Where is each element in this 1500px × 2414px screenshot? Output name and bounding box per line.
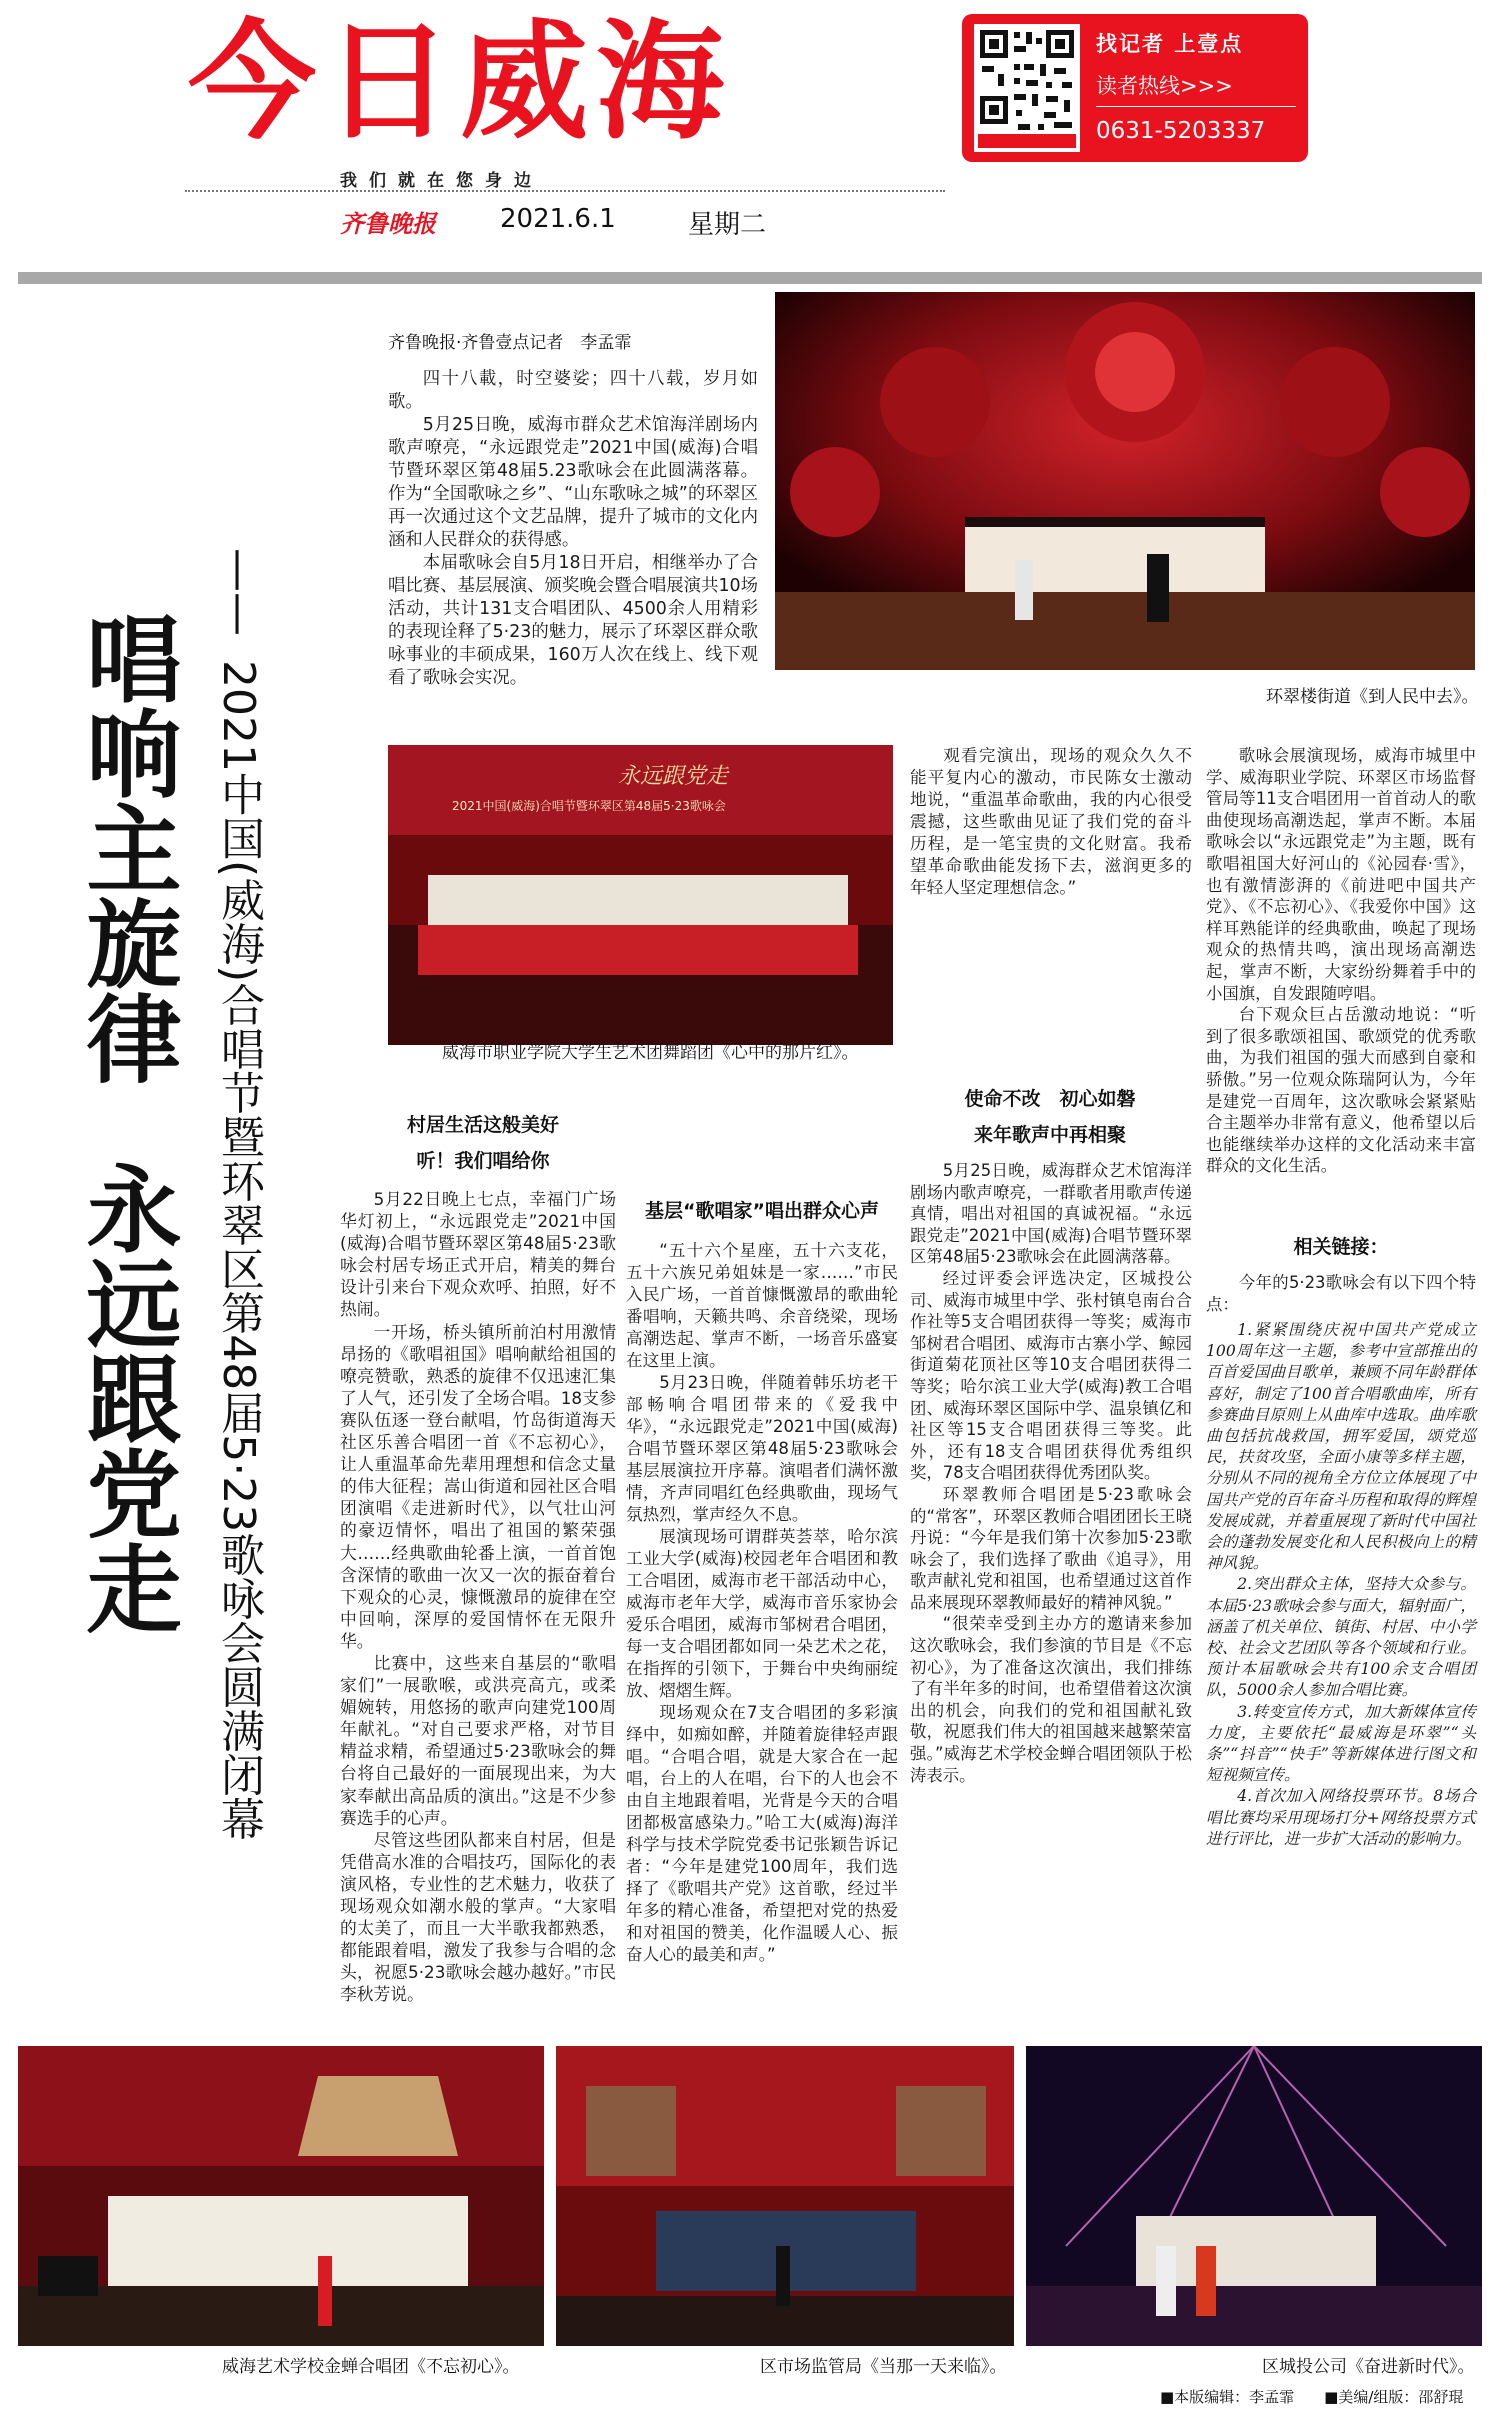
section1-title-b: 听！我们唱给你 xyxy=(416,1150,550,1172)
headline-dash: —— xyxy=(214,548,265,636)
section3-continued xyxy=(1206,745,1476,1177)
page-editor-credit: ■本版编辑：李孟霏 ■美编/组版：邵舒琨 xyxy=(1160,2388,1464,2406)
photo-bottom-2 xyxy=(556,2046,1014,2346)
hotline-phone[interactable]: 0631-5203337 xyxy=(1096,118,1266,144)
newspaper-brand: 齐鲁晚报 xyxy=(340,209,436,238)
hotline-label: 读者热线>>> xyxy=(1096,74,1233,98)
section1-paragraph: 比赛中，这些来自基层的“歌唱家们”一展歌喉，或洪亮高亢，或柔媚婉转，用悠扬的歌声向建党100周年献礼。“对自己要求严格，对节目精益求精，希望通过5·23歌咏会的舞台将自己最好的一面展现出来，为大家奉献出高品质的演出。”这是不少参赛选手的心声。 xyxy=(340,1652,616,1828)
related-point: 3.转变宣传方式，加大新媒体宣传力度，主要依托“最威海是环翠”“头条”“抖音”“快手”等新媒体进行图文和短视频宣传。 xyxy=(1206,1702,1476,1785)
section2-paragraph: 现场观众在7支合唱团的多彩演绎中，如痴如醉，并随着旋律轻声跟唱。“合唱合唱，就是大家合在一起唱，台上的人在唱，台下的人也会不由自主地跟着唱，光背是今天的合唱团都极富感染力。”哈工大(威海)海洋科学与技术学院党委书记张颖告诉记者：“今年是建党100周年，我们选择了《歌唱共产党》这首歌，经过半年多的精心准备，希望把对党的热爱和对祖国的赞美，化作温暖人心、振奋人心的最美和声。” xyxy=(626,1703,898,1964)
headline-line-2: 永远跟党走 xyxy=(71,1160,181,1635)
headline-subtitle: 2021中国(威海)合唱节暨环翠区第48届5·23歌咏会圆满闭幕 xyxy=(213,660,264,1841)
section2-body xyxy=(626,1240,898,1966)
caption-bottom-1: 威海艺术学校金蝉合唱团《不忘初心》。 xyxy=(222,2357,520,2377)
related-intro-text: 今年的5·23歌咏会有以下四个特点： xyxy=(1206,1273,1476,1314)
photo-middle xyxy=(388,745,893,1045)
masthead-slogan: 我们就在您身边 xyxy=(340,171,543,191)
section2-paragraph: 5月23日晚，伴随着韩乐坊老干部畅响合唱团带来的《爱我中华》，“永远跟党走”2021中国(威海)合唱节暨环翠区第48届5·23歌咏会基层展演拉开序幕。演唱者们满怀激情，齐声同唱红色经典歌曲，现场气氛热烈，掌声经久不息。 xyxy=(626,1373,898,1524)
photo-bottom-1 xyxy=(18,2046,544,2346)
issue-weekday: 星期二 xyxy=(688,210,767,240)
section3-paragraph: 经过评委会评选决定，区城投公司、威海市城里中学、张村镇皂南台合作社等5支合唱团获得一等奖；威海市邹树君合唱团、威海市古寨小学、鲸园街道菊花顶社区等10支合唱团获得二等奖；哈尔滨工业大学(威海)教工合唱团、威海环翠区国际中学、温泉镇亿和社区等15支合唱团获得三等奖。此外，还有18支合唱团获得优秀组织奖，78支合唱团获得优秀团队奖。 xyxy=(910,1268,1192,1483)
section2-paragraph: 观看完演出，现场的观众久久不能平复内心的激动，市民陈女士激动地说，“重温革命歌曲，我的内心很受震撼，这些歌曲见证了我们党的奋斗历程，是一笔宝贵的文化财富。我希望革命歌曲能发扬下去，滋润更多的年轻人坚定理想信念。” xyxy=(910,746,1192,897)
section3-title-a: 使命不改 初心如磐 xyxy=(964,1088,1136,1110)
intro-paragraph: 四十八載，时空婆娑；四十八载，岁月如歌。 xyxy=(388,369,758,412)
section3-paragraph: 5月25日晚，威海群众艺术馆海洋剧场内歌声嘹亮，一群歌者用歌声传递真情，唱出对祖国的真诚祝福。“永远跟党走”2021中国(威海)合唱节暨环翠区第48届5·23歌咏会在此圆满落幕。 xyxy=(910,1161,1192,1267)
intro-paragraph: 本届歌咏会自5月18日开启，相继举办了合唱比赛、基层展演、颁奖晚会暨合唱展演共10场活动，共计131支合唱团队、4500余人用精彩的表现诠释了5·23的魅力，展示了环翠区群众歌咏事业的丰硕成果，160万人次在线上、线下观看了歌咏会实况。 xyxy=(388,553,758,688)
hotline-divider xyxy=(1096,106,1296,107)
article-byline: 齐鲁晚报·齐鲁壹点记者 李孟霏 xyxy=(388,333,632,353)
caption-bottom-3: 区城投公司《奋进新时代》。 xyxy=(1262,2357,1475,2377)
section3-paragraph: “很荣幸受到主办方的邀请来参加这次歌咏会，我们参演的节目是《不忘初心》，为了准备这次演出，我们排练了有半年多的时间，也希望借着这次演出的机会，向我们的党和祖国献礼致敬，祝愿我们伟大的祖国越来越繁荣富强。”威海艺术学校金蝉合唱团领队于松涛表示。 xyxy=(910,1614,1192,1785)
related-point: 4.首次加入网络投票环节。8场合唱比赛均采用现场打分+网络投票方式进行评比，进一步扩大活动的影响力。 xyxy=(1206,1787,1476,1848)
masthead-divider xyxy=(185,190,945,192)
section1-body xyxy=(340,1188,616,2005)
caption-top-right: 环翠楼街道《到人民中去》。 xyxy=(1266,687,1479,707)
section3-title-b: 来年歌声中再相聚 xyxy=(973,1124,1126,1146)
related-intro xyxy=(1206,1272,1476,1315)
section1-paragraph: 5月22日晚上七点，幸福门广场华灯初上，“永远跟党走”2021中国(威海)合唱节暨环翠区第48届5·23歌咏会村居专场正式开启，精美的舞台设计引来台下观众欢呼、拍照，好不热闹。 xyxy=(340,1189,616,1320)
section2-paragraph: “五十六个星座，五十六支花，五十六族兄弟姐妹是一家……”市民入民广场，一首首慷慨激昂的歌曲轮番唱响，天籁共鸣、余音绕梁，现场高潮迭起、掌声不断，一场音乐盛宴在这里上演。 xyxy=(626,1241,898,1370)
headline-line-1: 唱响主旋律 xyxy=(71,610,181,1085)
photo-bottom-3 xyxy=(1026,2046,1482,2346)
stage-banner-subtitle: 2021中国(威海)合唱节暨环翠区第48届5·23歌咏会 xyxy=(452,799,726,813)
section3-body xyxy=(910,1160,1192,1786)
section2-paragraph: 展演现场可谓群英荟萃，哈尔滨工业大学(威海)校园老年合唱团和教工合唱团，威海市老干部活动中心，威海市老年大学，威海市音乐家协会爱乐合唱团，威海市邹树君合唱团，每一支合唱团都如同一朵艺术之花，在指挥的引领下，于舞台中央绚丽绽放、熠熠生辉。 xyxy=(626,1527,898,1700)
issue-date: 2021.6.1 xyxy=(500,204,616,234)
section1-paragraph: 一开场，桥头镇所前泊村用激情昂扬的《歌唱祖国》唱响献给祖国的嘹亮赞歌，熟悉的旋律不仅迅速汇集了人气，还引发了全场合唱。18支参赛队伍逐一登台献唱，竹岛街道海天社区乐善合唱团一首《不忘初心》，让人重温革命先辈用理想和信念丈量的伟大征程；嵩山街道和园社区合唱团演唱《走进新时代》，以气壮山河的豪迈情怀，唱出了祖国的繁荣强大……经典歌曲轮番上演，一首首饱含深情的歌曲一次又一次的振奋着台下观众的心灵，慷慨激昂的旋律在空中回响，深厚的爱国情怀在无限升华。 xyxy=(340,1321,616,1651)
section3-paragraph: 环翠教师合唱团是5·23歌咏会的“常客”，环翠区教师合唱团团长王晓丹说：“今年是我们第十次参加5·23歌咏会了，我们选择了歌曲《追寻》，用歌声献礼党和祖国，也希望通过这首作品来展现环翠教师最好的精神风貌。” xyxy=(910,1484,1192,1612)
section2-continued xyxy=(910,745,1192,899)
header-divider-bar xyxy=(18,272,1482,284)
section1-paragraph: 尽管这些团队都来自村居，但是凭借高水准的合唱技巧，国际化的表演风格，专业性的艺术魅力，收获了现场观众如潮水般的掌声。“大家唱的太美了，而且一大半歌我都熟悉，都能跟着唱，激发了我参与合唱的念头，祝愿5·23歌咏会越办越好。”市民李秋芳说。 xyxy=(340,1829,616,2005)
article-intro xyxy=(388,368,758,690)
photo-top-right xyxy=(775,292,1475,670)
caption-bottom-2: 区市场监管局《当那一天来临》。 xyxy=(760,2357,1007,2377)
section1-title-a: 村居生活这般美好 xyxy=(406,1114,559,1136)
related-title: 相关链接： xyxy=(1293,1236,1389,1258)
masthead-title: 今日威海 xyxy=(188,8,733,157)
stage-banner-title: 永远跟党走 xyxy=(618,764,729,789)
reader-hotline-box xyxy=(962,14,1308,162)
section2-title: 基层“歌唱家”唱出群众心声 xyxy=(645,1200,879,1222)
section3-paragraph: 歌咏会展演现场，威海市城里中学、威海职业学院、环翠区市场监督管局等11支合唱团用一首首动人的歌曲使现场高潮迭起，掌声不断。本届歌咏会以“永远跟党走”为主题，既有歌唱祖国大好河山的《沁园春·雪》，也有激情澎湃的《前进吧中国共产党》、《不忘初心》、《我爱你中国》这样耳熟能详的经典歌曲，唤起了现场观众的热情共鸣，演出现场高潮迭起，掌声不断，大家纷纷舞着手中的小国旗，自发跟随哼唱。 xyxy=(1206,746,1476,1003)
caption-middle: 威海市职业学院大学生艺术团舞蹈团《心中的那片红》。 xyxy=(442,1043,859,1063)
related-points xyxy=(1206,1320,1476,1850)
headline-main xyxy=(60,610,180,1085)
intro-paragraph: 5月25日晚，威海市群众艺术馆海洋剧场内歌声嘹亮，“永远跟党走”2021中国(威海)合唱节暨环翠区第48届5.23歌咏会在此圆满落幕。作为“全国歌咏之乡”、“山东歌咏之城”的环翠区再一次通过这个文艺品牌，提升了城市的文化内涵和人民群众的获得感。 xyxy=(388,415,758,550)
related-point: 1.紧紧围绕庆祝中国共产党成立100周年这一主题，参考中宣部推出的百首爱国曲目歌单，兼顾不同年龄群体喜好，制定了100首合唱歌曲库，所有参赛曲目原则上从曲库中选取。曲库歌曲包括抗战救国，拥军爱国，颂党巡民，扶贫攻坚，全面小康等多样主题，分别从不同的视角全方位立体展现了中国共产党的百年奋斗历程和取得的辉煌发展成就，并着重展现了新时代中国社会的蓬勃发展变化和人民积极向上的精神风貌。 xyxy=(1206,1321,1476,1573)
hotline-slogan: 找记者 上壹点 xyxy=(1096,32,1244,56)
related-point: 2.突出群众主体，坚持大众参与。本届5·23歌咏会参与面大，辐射面广，涵盖了机关单位、镇街、村居、中小学校、社会文艺团队等各个领域和行业。预计本届歌咏会共有100余支合唱团队，5000余人参加合唱比赛。 xyxy=(1206,1575,1476,1700)
qr-code-icon[interactable] xyxy=(974,24,1080,152)
section3-paragraph: 台下观众巨占岳激动地说：“听到了很多歌颂祖国、歌颂党的优秀歌曲，为我们祖国的强大而感到自豪和骄傲。”另一位观众陈瑞阿认为，今年是建党一百周年，这次歌咏会紧紧贴合主题举办非常有意义，他希望以后也能继续举办这样的文化活动来丰富群众的文化生活。 xyxy=(1206,1005,1476,1176)
